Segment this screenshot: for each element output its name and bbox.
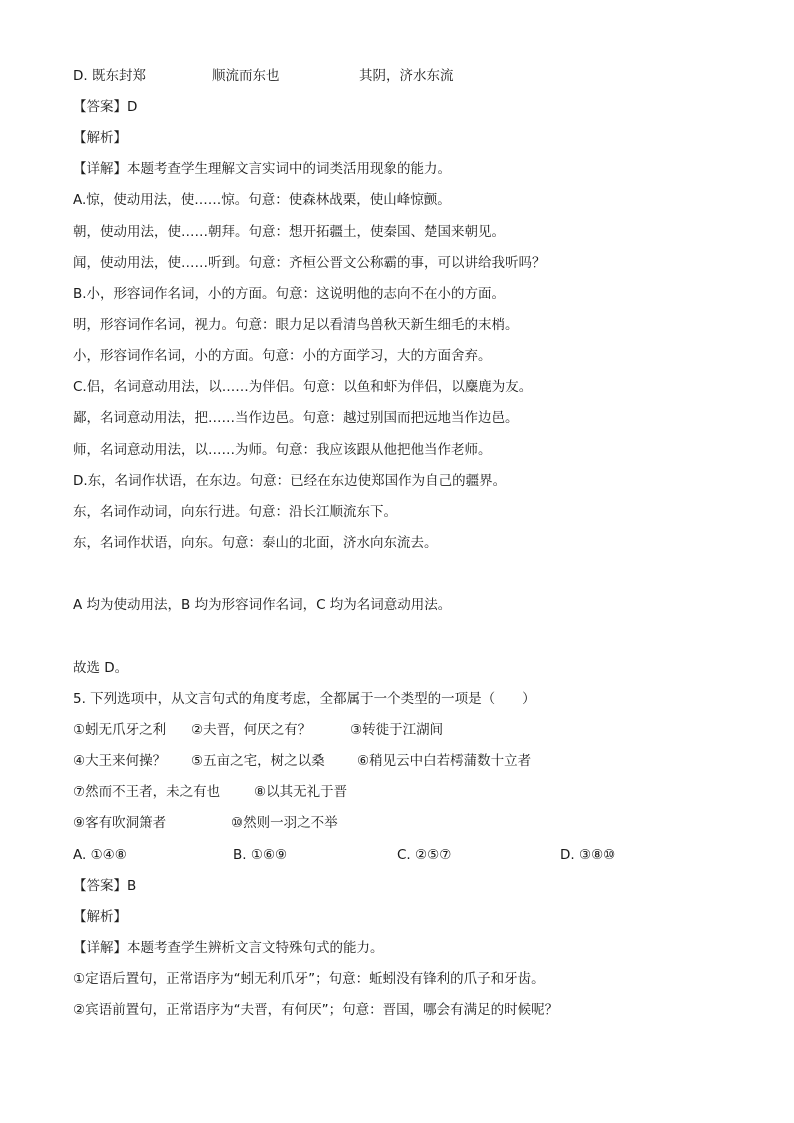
explanation-line: ①定语后置句，正常语序为“蚓无利爪牙”；句意：蚯蚓没有锋利的爪子和牙齿。: [73, 971, 545, 987]
explanation-line: A.惊，使动用法，使……惊。句意：使森林战栗，使山峰惊颤。: [73, 192, 451, 208]
option-d-part-1: D. 既东封郑: [73, 68, 146, 84]
answer-label-2: 【答案】B: [73, 878, 137, 894]
q5-item: ④大王来何操？: [73, 753, 167, 769]
answer-label: 【答案】D: [73, 99, 138, 115]
analysis-label: 【解析】: [73, 130, 127, 146]
option-d-part-3: 其阴，济水东流: [359, 68, 454, 84]
detail-intro: 【详解】本题考查学生理解文言实词中的词类活用现象的能力。: [73, 161, 451, 177]
explanation-line: B.小，形容词作名词，小的方面。句意：这说明他的志向不在小的方面。: [73, 286, 506, 302]
choose-line: 故选 D。: [73, 660, 129, 676]
explanation-line: 师，名词意动用法，以……为师。句意：我应该跟从他把他当作老师。: [73, 442, 492, 458]
explanation-line: 鄙，名词意动用法，把……当作边邑。句意：越过别国而把远地当作边邑。: [73, 410, 519, 426]
question-5-stem: 5. 下列选项中，从文言句式的角度考虑，全都属于一个类型的一项是（ ）: [73, 691, 536, 707]
analysis-label-2: 【解析】: [73, 909, 127, 925]
explanation-line: D.东，名词作状语，在东边。句意：已经在东边使郑国作为自己的疆界。: [73, 473, 507, 489]
option-a: A. ①④⑧: [73, 847, 127, 863]
q5-item: ⑨客有吹洞箫者: [73, 815, 167, 831]
q5-item: ①蚓无爪牙之利: [73, 722, 167, 738]
explanation-line: 朝，使动用法，使……朝拜。句意：想开拓疆土，使秦国、楚国来朝见。: [73, 224, 505, 240]
explanation-line: 明，形容词作名词，视力。句意：眼力足以看清鸟兽秋天新生细毛的末梢。: [73, 317, 519, 333]
q5-item: ⑧以其无礼于晋: [254, 784, 348, 800]
q5-item: ⑤五亩之宅，树之以桑: [191, 753, 325, 769]
option-b: B. ①⑥⑨: [233, 847, 288, 863]
q5-item: ⑦然而不王者，未之有也: [73, 784, 221, 800]
option-d: D. ③⑧⑩: [560, 847, 616, 863]
explanation-line: 东，名词作状语，向东。句意：泰山的北面，济水向东流去。: [73, 535, 438, 551]
q5-item: ⑥稍见云中白若樗蒲数十立者: [357, 753, 532, 769]
detail-intro-2: 【详解】本题考查学生辨析文言文特殊句式的能力。: [73, 940, 384, 956]
q5-item: ③转徙于江湖间: [350, 722, 444, 738]
option-d-part-2: 顺流而东也: [212, 68, 280, 84]
option-c: C. ②⑤⑦: [397, 847, 452, 863]
explanation-line: ②宾语前置句，正常语序为“夫晋，有何厌”；句意：晋国，哪会有满足的时候呢？: [73, 1002, 559, 1018]
explanation-line: 小，形容词作名词，小的方面。句意：小的方面学习，大的方面舍弃。: [73, 348, 492, 364]
q5-item: ⑩然则一羽之不举: [231, 815, 338, 831]
q5-item: ②夫晋，何厌之有？: [191, 722, 312, 738]
explanation-line: C.侣，名词意动用法，以……为伴侣。句意：以鱼和虾为伴侣，以麋鹿为友。: [73, 379, 533, 395]
explanation-line: 东，名词作动词，向东行进。句意：沿长江顺流东下。: [73, 504, 397, 520]
summary-line: A 均为使动用法，B 均为形容词作名词，C 均为名词意动用法。: [73, 597, 452, 613]
explanation-line: 闻，使动用法，使……听到。句意：齐桓公晋文公称霸的事，可以讲给我听吗？: [73, 255, 546, 271]
